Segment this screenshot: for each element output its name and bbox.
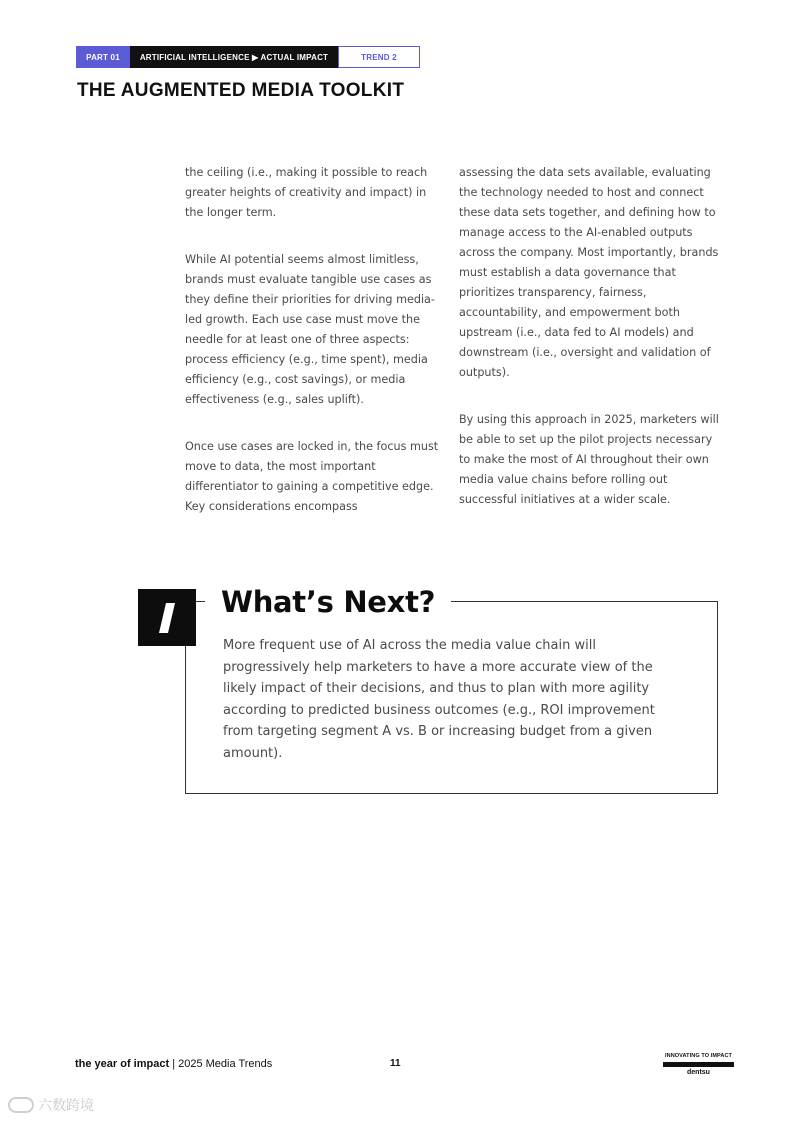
- dentsu-logo: [663, 1053, 734, 1076]
- slash-icon: [138, 589, 196, 646]
- part-tab: PART 01: [76, 46, 130, 68]
- page-number: 11: [390, 1058, 401, 1069]
- whats-next-title: What’s Next?: [221, 585, 436, 619]
- footer-tagline-rest: | 2025 Media Trends: [169, 1058, 273, 1070]
- watermark-text: 六数跨境: [38, 1098, 94, 1114]
- footer-tagline: [75, 1058, 272, 1070]
- footer-tagline-bold: the year of impact: [75, 1058, 170, 1070]
- whats-next-text: More frequent use of AI across the media value chain will progressively help marketers to have a more accurate view of the likely impact of their decisions, and thus to plan with more agility according to predicted business outcomes (e.g., ROI improvement from targeting segment A vs. B or increasing budget from a given amount).: [223, 638, 655, 761]
- header-tabs: [76, 46, 420, 68]
- paragraph: the ceiling (i.e., making it possible to reach greater heights of creativity and impact) in the longer term.: [185, 166, 428, 219]
- body-column-right: [459, 163, 721, 537]
- trend-tab: TREND 2: [338, 46, 420, 68]
- watermark: [8, 1095, 94, 1115]
- paragraph: While AI potential seems almost limitless, brands must evaluate tangible use cases as they define their priorities for driving media-led growth. Each use case must move the needle for at least one of three aspects: process efficiency (e.g., time spent), media efficiency (e.g., cost savings), or media effectiveness (e.g., sales uplift).: [185, 253, 435, 406]
- whats-next-title-wrap: [205, 582, 451, 622]
- body-column-left: [185, 163, 447, 544]
- brand-tagline: INNOVATING TO IMPACT: [665, 1053, 732, 1059]
- slash-glyph-icon: [157, 601, 177, 635]
- page-title: THE AUGMENTED MEDIA TOOLKIT: [77, 80, 405, 101]
- brand-bar: [663, 1062, 734, 1067]
- watermark-logo-icon: [8, 1097, 34, 1113]
- section-tab: ARTIFICIAL INTELLIGENCE ▶ ACTUAL IMPACT: [130, 46, 338, 68]
- paragraph: By using this approach in 2025, marketers will be able to set up the pilot projects necessary to make the most of AI throughout their own media value chains before rolling out successful initiatives at a wider scale.: [459, 413, 719, 506]
- brand-name: dentsu: [687, 1069, 710, 1076]
- paragraph: Once use cases are locked in, the focus must move to data, the most important differentiator to gaining a competitive edge. Key considerations encompass: [185, 440, 439, 513]
- paragraph: assessing the data sets available, evaluating the technology needed to host and connect these data sets together, and defining how to manage access to the AI-enabled outputs across the company. Most importantly, brands must establish a data governance that prioritizes transparency, fairness, accountability, and empowerment both upstream (i.e., data fed to AI models) and downstream (i.e., oversight and validation of outputs).: [459, 166, 719, 379]
